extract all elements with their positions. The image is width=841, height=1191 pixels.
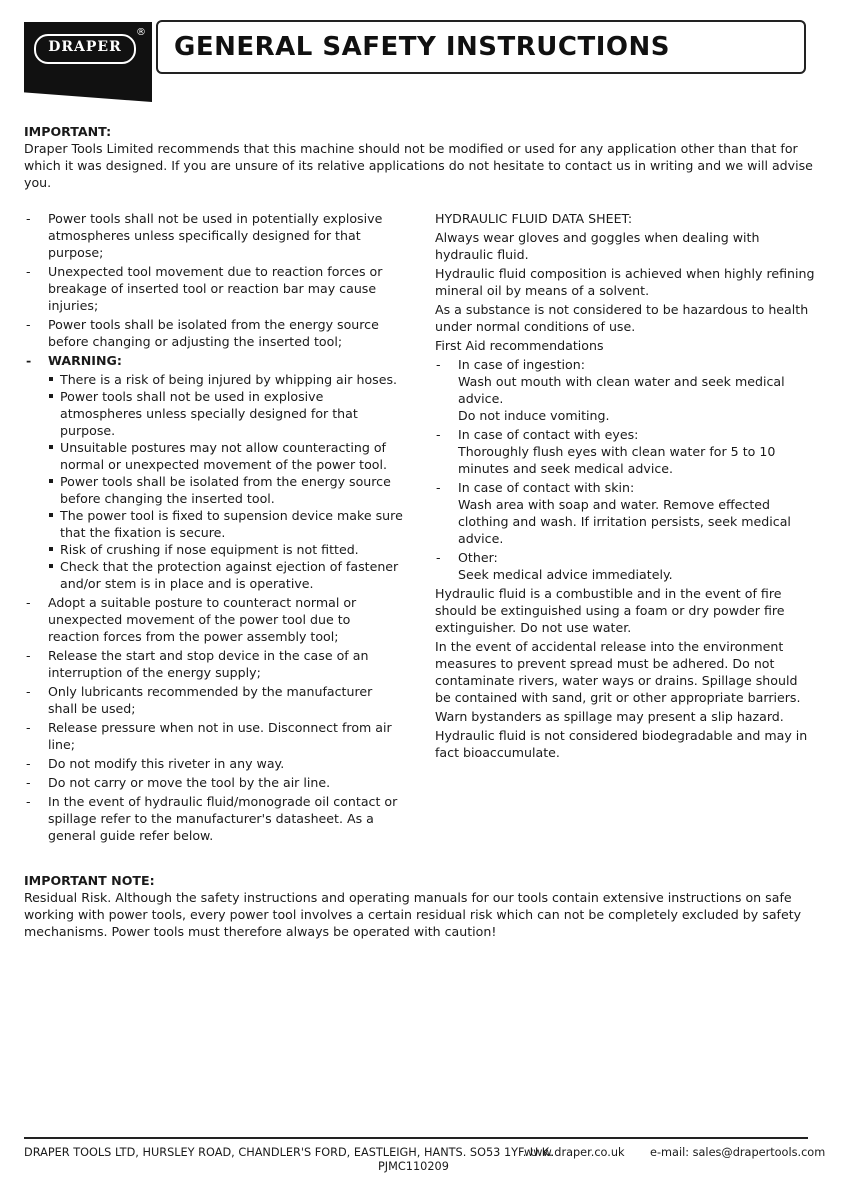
draper-logo xyxy=(34,34,136,64)
list-item: - Unexpected tool movement due to reaction forces or breakage of inserted tool or reaction bar may cause injuries; xyxy=(26,264,383,313)
list-item: - Adopt a suitable posture to counteract normal or unexpected movement of the power tool due to reaction forces from the power assembly tool; xyxy=(26,595,357,644)
first-aid-item: - In case of contact with skin: Wash area with soap and water. Remove effected clothing and wash. If irritation persists, seek medical advice. xyxy=(436,480,791,546)
paragraph: Hydraulic fluid composition is achieved when highly refining mineral oil by means of a solvent. xyxy=(435,266,815,298)
warning-item: There is a risk of being injured by whipping air hoses. xyxy=(24,371,404,388)
hydraulic-data-sheet xyxy=(435,210,815,763)
first-aid-item: - In case of contact with eyes: Thoroughly flush eyes with clean water for 5 to 10 minutes and seek medical advice. xyxy=(436,427,776,476)
footer-email[interactable]: e-mail: sales@drapertools.com xyxy=(650,1146,826,1159)
logo-text: DRAPER xyxy=(48,39,122,55)
important-note-heading: IMPORTANT NOTE: xyxy=(24,873,155,888)
datasheet-title: HYDRAULIC FLUID DATA SHEET: xyxy=(435,211,633,226)
first-aid-item: - In case of ingestion: Wash out mouth with clean water and seek medical advice. Do not induce vomiting. xyxy=(436,357,785,423)
paragraph: Always wear gloves and goggles when dealing with hydraulic fluid. xyxy=(435,230,760,262)
list-item: - Power tools shall not be used in potentially explosive atmospheres unless specifically designed for that purpose; xyxy=(26,211,383,260)
list-item: - Power tools shall be isolated from the energy source before changing or adjusting the inserted tool; xyxy=(26,317,379,349)
list-item: - Release pressure when not in use. Disconnect from air line; xyxy=(26,720,392,752)
important-heading: IMPORTANT: xyxy=(24,124,112,139)
paragraph: As a substance is not considered to be hazardous to health under normal conditions of use. xyxy=(435,302,809,334)
paragraph: Hydraulic fluid is not considered biodegradable and may in fact bioaccumulate. xyxy=(435,728,808,760)
list-item: - Release the start and stop device in the case of an interruption of the energy supply; xyxy=(26,648,369,680)
list-item: - Only lubricants recommended by the manufacturer shall be used; xyxy=(26,684,373,716)
document-code: PJMC110209 xyxy=(378,1160,449,1173)
important-text: Draper Tools Limited recommends that this machine should not be modified or used for any application other than that for which it was designed. If you are unsure of its relative applications do not hesitate to contact us in writing and we will advise you. xyxy=(24,141,813,190)
registered-mark: ® xyxy=(136,27,146,38)
first-aid-item: - Other: Seek medical advice immediately. xyxy=(436,550,673,582)
warning-item: Unsuitable postures may not allow counteracting of normal or unexpected movement of the power tool. xyxy=(24,439,404,473)
footer-address: DRAPER TOOLS LTD, HURSLEY ROAD, CHANDLER'S FORD, EASTLEIGH, HANTS. SO53 1YF. U.K. xyxy=(24,1146,553,1159)
warning-item: Power tools shall be isolated from the energy source before changing the inserted tool. xyxy=(24,473,404,507)
warning-item: Power tools shall not be used in explosive atmospheres unless specially designed for that purpose. xyxy=(24,388,404,439)
paragraph: In the event of accidental release into the environment measures to prevent spread must be adhered. Do not contaminate rivers, water ways or drains. Spillage should be contained with sand, grit or other appropriate barriers. xyxy=(435,639,801,705)
bullet-icon xyxy=(49,377,53,381)
warning-item: Check that the protection against ejection of fastener and/or stem is in place and is operative. xyxy=(24,558,404,592)
first-aid-heading: First Aid recommendations xyxy=(435,338,604,353)
footer-divider xyxy=(24,1137,808,1139)
footer-website[interactable]: www.draper.co.uk xyxy=(524,1146,625,1159)
bullet-icon xyxy=(49,479,53,483)
paragraph: Hydraulic fluid is a combustible and in the event of fire should be extinguished using a foam or dry powder fire extinguisher. Do not use water. xyxy=(435,586,785,635)
title-box xyxy=(156,20,806,74)
list-item: - Do not carry or move the tool by the air line. xyxy=(26,775,331,790)
warning-heading: - WARNING: xyxy=(26,353,122,368)
bullet-icon xyxy=(49,394,53,398)
important-note-text: Residual Risk. Although the safety instructions and operating manuals for our tools contain extensive instructions on safe working with power tools, every power tool involves a certain residual risk which can not be completely excluded by safety mechanisms. Power tools must therefore always be operated with caution! xyxy=(24,890,802,939)
bullet-icon xyxy=(49,445,53,449)
list-item: - Do not modify this riveter in any way. xyxy=(26,756,285,771)
warning-item: The power tool is fixed to supension device make sure that the fixation is secure. xyxy=(24,507,404,541)
safety-list xyxy=(24,210,404,846)
bullet-icon xyxy=(49,564,53,568)
list-item: - In the event of hydraulic fluid/monograde oil contact or spillage refer to the manufacturer's datasheet. As a general guide refer below. xyxy=(26,794,398,843)
paragraph: Warn bystanders as spillage may present a slip hazard. xyxy=(435,709,784,724)
warning-item: Risk of crushing if nose equipment is not fitted. xyxy=(24,541,404,558)
bullet-icon xyxy=(49,547,53,551)
bullet-icon xyxy=(49,513,53,517)
page-title: GENERAL SAFETY INSTRUCTIONS xyxy=(174,32,670,62)
